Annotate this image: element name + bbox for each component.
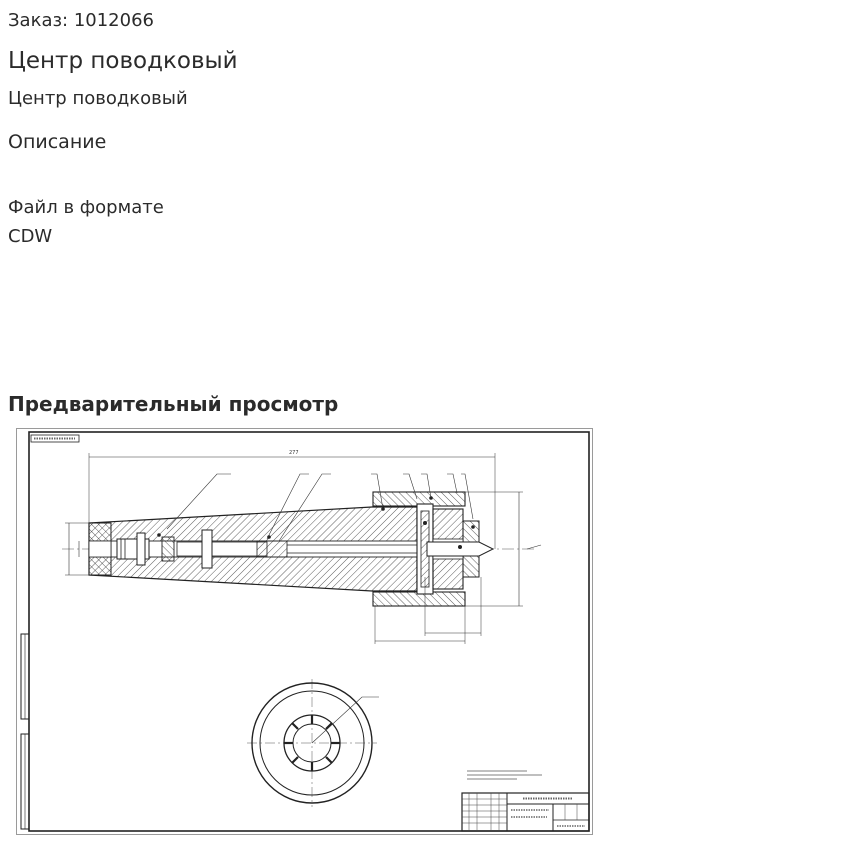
page-title: Центр поводковый bbox=[8, 48, 238, 74]
drawing-preview[interactable] bbox=[16, 428, 593, 835]
description-heading: Описание bbox=[8, 131, 107, 153]
technical-drawing bbox=[17, 429, 592, 834]
file-format-text: Файл в формате CDW bbox=[8, 197, 164, 247]
order-number: Заказ: 1012066 bbox=[8, 10, 154, 31]
preview-heading: Предварительный просмотр bbox=[8, 392, 339, 416]
product-subtitle: Центр поводковый bbox=[8, 88, 188, 109]
svg-text:277: 277 bbox=[289, 450, 299, 456]
